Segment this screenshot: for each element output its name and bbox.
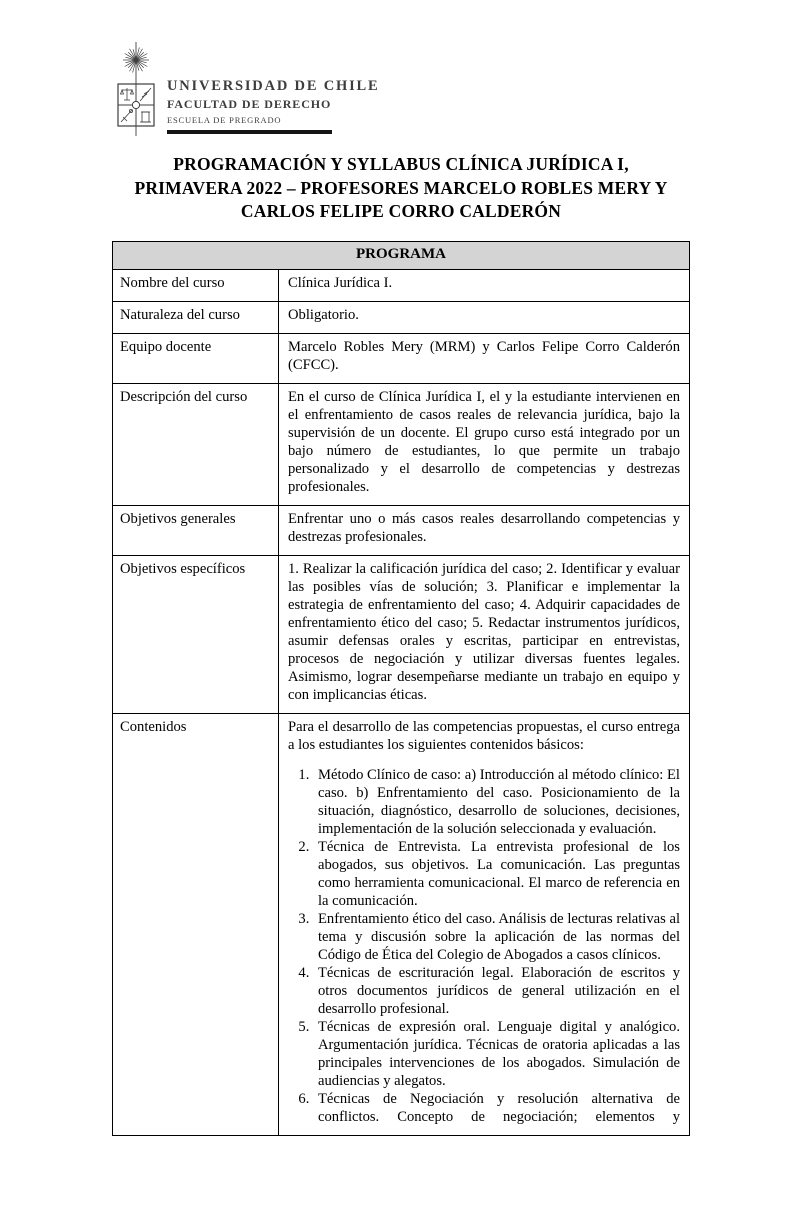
table-header-row <box>113 242 690 270</box>
university-logo <box>112 40 379 138</box>
contents-list-item: 1. Método Clínico de caso: a) Introducción al método clínico: El caso. b) Enfrentamiento del caso. Posicionamiento de la situación, diagnóstico, desarrollo de soluciones, decisiones, implementación de la solución seleccionada y evaluación. <box>313 766 680 838</box>
row-value: Clínica Jurídica I. <box>279 270 690 302</box>
table-row-descripcion <box>113 384 690 506</box>
row-value: Marcelo Robles Mery (MRM) y Carlos Felipe Corro Calderón (CFCC). <box>279 334 690 384</box>
contents-list-item: 3. Enfrentamiento ético del caso. Análisis de lecturas relativas al tema y discusión sobre la aplicación de las normas del Código de Ética del Colegio de Abogados a casos clínicos. <box>313 910 680 964</box>
contents-list-item: 4. Técnicas de escrituración legal. Elaboración de escritos y otros documentos jurídicos de general utilización en el desarrollo profesional. <box>313 964 680 1018</box>
table-row-contenidos <box>113 714 690 1136</box>
contents-list-item: 2. Técnica de Entrevista. La entrevista profesional de los abogados, sus objetivos. La comunicación. Las preguntas como herramienta comunicacional. El marco de referencia en la comunicación. <box>313 838 680 910</box>
title-line-2: PRIMAVERA 2022 – PROFESORES MARCELO ROBLES MERY Y <box>134 177 668 198</box>
row-label: Naturaleza del curso <box>113 302 279 334</box>
row-label: Contenidos <box>113 714 279 1136</box>
row-label: Descripción del curso <box>113 384 279 506</box>
row-value: Enfrentar uno o más casos reales desarrollando competencias y destrezas profesionales. <box>279 506 690 556</box>
program-table <box>112 241 690 1136</box>
university-shield-icon <box>112 40 160 138</box>
row-value: Obligatorio. <box>279 302 690 334</box>
row-label: Objetivos generales <box>113 506 279 556</box>
table-header: PROGRAMA <box>113 242 690 270</box>
faculty-name: FACULTAD DE DERECHO <box>167 97 332 111</box>
school-name: ESCUELA DE PREGRADO <box>167 115 282 125</box>
contents-list <box>288 766 680 1126</box>
title-line-3: CARLOS FELIPE CORRO CALDERÓN <box>240 201 562 221</box>
row-value: En el curso de Clínica Jurídica I, el y la estudiante intervienen en el enfrentamiento de casos reales de relevancia jurídica, bajo la supervisión de un docente. El grupo curso está integrado por un bajo número de estudiantes, lo que permite un trabajo personalizado y el desarrollo de competencias y destrezas profesionales. <box>279 384 690 506</box>
document-title <box>112 153 690 224</box>
row-label: Objetivos específicos <box>113 556 279 714</box>
row-value: 1. Realizar la calificación jurídica del caso; 2. Identificar y evaluar las posibles vías de solución; 3. Planificar e implementar la estrategia de enfrentamiento del caso; 4. Adquirir capacidades de enfrentamiento ético del caso; 5. Redactar instrumentos jurídicos, asumir defensas orales y escritas, participar en entrevistas, procesos de negociación y utilizar diversas fuentes legales. Asimismo, lograr desempeñarse mediante un trabajo en equipo y con implicancias éticas. <box>279 556 690 714</box>
table-row-objetivos-especificos <box>113 556 690 714</box>
table-row-equipo-docente <box>113 334 690 384</box>
logo-underline-bar <box>167 130 332 134</box>
contents-intro: Para el desarrollo de las competencias propuestas, el curso entrega a los estudiantes los siguientes contenidos básicos: <box>288 719 680 753</box>
row-label: Nombre del curso <box>113 270 279 302</box>
university-name: UNIVERSIDAD DE CHILE <box>167 78 380 94</box>
table-row-objetivos-generales <box>113 506 690 556</box>
contents-list-item: 5. Técnicas de expresión oral. Lenguaje digital y analógico. Argumentación jurídica. Técnicas de oratoria aplicadas a las principales intervenciones de los abogados. Simulación de audiencias y alegatos. <box>313 1018 680 1090</box>
row-label: Equipo docente <box>113 334 279 384</box>
university-logo-text <box>167 78 379 134</box>
row-value <box>279 714 690 1136</box>
title-line-1: PROGRAMACIÓN Y SYLLABUS CLÍNICA JURÍDICA I, <box>173 154 629 174</box>
table-row-nombre <box>113 270 690 302</box>
contents-list-item: 6. Técnicas de Negociación y resolución alternativa de conflictos. Concepto de negociación; elementos y <box>313 1090 680 1126</box>
table-row-naturaleza <box>113 302 690 334</box>
